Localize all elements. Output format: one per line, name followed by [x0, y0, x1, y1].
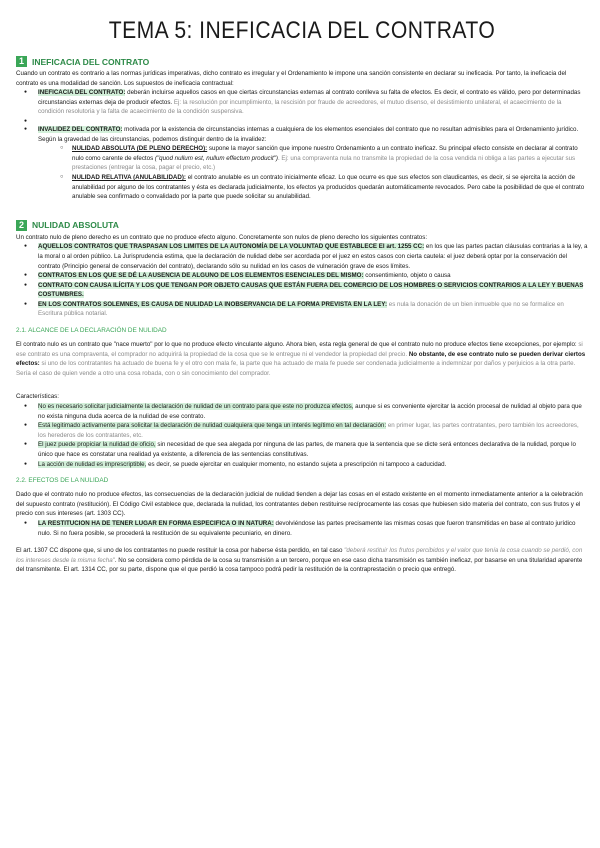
- highlight-text: CONTRATO CON CAUSA ILÍCITA Y LOS QUE TENGAN POR OBJETO CAUSAS QUE ESTÁN FUERA DEL COMERCIO DE LOS HOMBRES O SERVICIOS CONTRARIOS A LA LEY Y BUENAS COSTUMBRES.: [38, 281, 584, 299]
- paragraph: [16, 340, 588, 378]
- list-item: [38, 402, 588, 421]
- highlight-text: AQUELLOS CONTRATOS QUE TRASPASAN LOS LIMITES DE LA AUTONOMÍA DE LA VOLUNTAD QUE ESTABLECE El art. 1255 CC:: [38, 243, 425, 251]
- section-1-intro: Cuando un contrato es contrario a las normas jurídicas imperativas, dicho contrato es irregular y el Ordenamiento le impone una sanción consistente en declarar su ineficacia. Por tanto, la ineficacia del contrato es una modalidad de sanción. Los supuestos de ineficacia contractual:: [16, 70, 567, 87]
- list-item: [38, 460, 588, 470]
- section-number: 2: [16, 220, 27, 231]
- bold-text: No obstante, de ese contrato nulo se pueden derivar ciertos efectos:: [16, 350, 586, 368]
- body-text: El contrato nulo es un contrato que "nace muerto" por lo que no produce efecto vinculante alguno. Ahora bien, esta regla general de que el contrato nulo no produce efectos tiene excepciones, por ejemplo:: [16, 341, 577, 349]
- body-text: devolviéndose las partes precisamente las mismas cosas que fueron transmitidas en base al contrato jurídico nulo. Si no fuera posible, se procederá la restitución de su equivalente pecuniario, en dinero.: [38, 519, 576, 537]
- body-text: . No se considera como pérdida de la cosa su transmisión a un tercero, porque en ese caso dicha transmisión es también ineficaz, por basarse en una titularidad aparente del transmitente. El art. 1314 CC, por su parte, dispone que el que perdió la cosa tampoco podrá pedir la restitución de la contraprestación o precio que entregó.: [16, 556, 583, 574]
- list-item: [38, 88, 588, 117]
- page-title: TEMA 5: INEFICACIA DEL CONTRATO: [108, 17, 496, 44]
- latin-quote: ("quod nullum est, nullum effectum producit"): [154, 154, 278, 162]
- subsection-heading: 2.1. ALCANCE DE LA DECLARACIÓN DE NULIDAD: [16, 327, 167, 335]
- characteristics-list: [16, 402, 588, 469]
- invalidez-sublist: [38, 144, 588, 202]
- body-text: consentimiento, objeto o causa: [363, 272, 451, 280]
- nulidad-list: [16, 242, 588, 319]
- body-text: deberán incluirse aquellos casos en que ciertas circunstancias externas al contrato conlleva su falta de efectos. Es decir, el contrato es válido, pero por determinadas circunstancias externas deja de producir efectos.: [38, 89, 581, 106]
- example-text: Ej: la resolución por incumplimiento, la rescisión por fraude de acreedores, el mutuo disenso, el desistimiento unilateral, el acaecimiento de la condición resolutoria y la falta de acaecimiento de la condición suspensiva.: [38, 98, 562, 116]
- section-title: NULIDAD ABSOLUTA: [32, 220, 119, 231]
- efectos-list: [16, 519, 588, 538]
- list-item: [38, 242, 588, 271]
- list-item: [38, 440, 588, 459]
- section-title: INEFICACIA DEL CONTRATO: [32, 56, 150, 67]
- example-text: es nula la donación de un bien inmueble que no se formalice en Escritura pública notarial.: [38, 300, 564, 318]
- highlight-text: El juez puede propiciar la nulidad de oficio,: [38, 441, 156, 449]
- body-text: supone la mayor sanción que impone nuestro Ordenamiento a un contrato ineficaz. Su principal efecto consiste en declarar al contrato nulo como carente de efectos: [72, 145, 578, 162]
- list-item: [38, 125, 588, 202]
- body-text: el contrato anulable es un contrato inicialmente eficaz. Lo que ocurre es que sus efectos son claudicantes, es decir, si se ejercita la acción de anulabilidad por alguno de los contratantes y ésta es declarada judicialmente, los efectos ya producidos quedarán automáticamente revocados. Pero cabe la posibilidad de que el contrato anulable sea confirmado o convalidado por la parte que puede solicitar su anulabilidad.: [72, 173, 585, 201]
- example-text: . Ej: una compraventa nula no transmite la propiedad de la cosa vendida ni obliga a las partes a ejecutar sus prestaciones (entregar la cosa, pagar el precio, etc.): [72, 154, 576, 172]
- list-item: [38, 300, 588, 319]
- section-number: 1: [16, 56, 27, 67]
- sublist-item: [72, 173, 588, 202]
- body-text: en los que las partes pactan cláusulas contrarias a la ley, a la moral o al orden público. La Jurisprudencia estima, que la declaración de nulidad debe ser acordada por el juez en estos casos con cierta cautela: el juez deberá optar por la conservación del contrato (Principio general de conservación del contrato), declarando sólo su nulidad en los casos de vulneración grave de esos límites.: [38, 243, 588, 270]
- characteristics-label: Características:: [16, 393, 59, 401]
- example-text: si ese contrato es una compraventa, el comprador no adquirirá la propiedad de la cosa que se le entregue ni el vendedor la propiedad del precio.: [16, 341, 583, 358]
- subsection-heading: 2.2. EFECTOS DE LA NULIDAD: [16, 477, 109, 485]
- list-item: [38, 421, 588, 440]
- highlight-text: EN LOS CONTRATOS SOLEMNES, ES CAUSA DE NULIDAD LA INOBSERVANCIA DE LA FORMA PREVISTA EN LA LEY:: [38, 300, 388, 308]
- term-label: INEFICACIA DEL CONTRATO:: [38, 89, 126, 97]
- body-text: sin necesidad de que sea alegada por ninguna de las partes, de manera que la sentencia que se dicte será entonces declarativa de la nulidad, porque lo único que hace es constatar una realidad ya existente, a diferencia de las sentencias constitutivas.: [38, 441, 576, 458]
- list-item: [38, 519, 588, 538]
- highlight-text: Está legitimado activamente para solicitar la declaración de nulidad cualquiera que tenga un interés legítimo en tal declaración:: [38, 422, 387, 430]
- paragraph: Dado que el contrato nulo no produce efectos, las consecuencias de la declaración judicial de nulidad tienden a dejar las cosas en el estado existente en el momento inmediatamente anterior a la celebración del supuesto contrato (restitución). El Código Civil establece que, declarada la nulidad, los contratantes deben restituirse recíprocamente las cosas que hubiesen sido materia del contrato, con sus frutos y el precio con sus intereses (art. 1303 CC).: [16, 491, 583, 518]
- highlight-text: LA RESTITUCION HA DE TENER LUGAR EN FORMA ESPECIFICA O IN NATURA:: [38, 519, 274, 527]
- term-label: NULIDAD RELATIVA (ANULABILIDAD):: [72, 173, 186, 181]
- sublist-item: [72, 144, 588, 173]
- body-text: aunque si es conveniente ejercitar la acción procesal de nulidad al objeto para que no exista ninguna duda acerca de la nulidad de ese contrato.: [38, 403, 582, 420]
- quote-text: "deberá restituir los frutos percibidos y el valor que tenía la cosa cuando se perdió, con los intereses desde la misma fecha": [16, 547, 583, 564]
- list-item: [38, 271, 588, 281]
- paragraph: [16, 546, 588, 575]
- list-item: [38, 281, 588, 300]
- example-text: en primer lugar, las partes contratantes, pero también los acreedores, los herederos de los contratantes, etc.: [38, 422, 579, 439]
- body-text: es decir, se puede ejercitar en cualquier momento, no estando sujeta a prescripción ni tampoco a caducidad.: [146, 460, 447, 468]
- highlight-text: CONTRATOS EN LOS QUE SE DÉ LA AUSENCIA DE ALGUNO DE LOS ELEMENTOS ESENCIALES DEL MISMO:: [38, 272, 364, 280]
- highlight-text: No es necesario solicitar judicialmente la declaración de nulidad de un contrato para que este no produzca efectos,: [38, 403, 354, 411]
- highlight-text: La acción de nulidad es imprescriptible,: [38, 460, 147, 468]
- body-text: motivada por la existencia de circunstancias internas a cualquiera de los elementos esenciales del contrato que no resultan admisibles para el Ordenamiento jurídico. Según la gravedad de las circunstancias, podemos distinguir dentro de la invalidez:: [38, 125, 579, 143]
- example-text: si uno de los contratantes ha actuado de buena fe y el otro con mala fe, la parte que ha actuado de mala fe puede ser condenada judicialmente a indemnizar por daños y perjuicios a la otra parte. Sería el caso de quien vende a otro una cosa robada, con o sin conocimiento del comprador.: [16, 360, 576, 377]
- term-label: INVALIDEZ DEL CONTRATO:: [38, 125, 123, 133]
- ineficacia-list: [16, 88, 588, 202]
- body-text: El art. 1307 CC dispone que, si uno de los contratantes no puede restituir la cosa por haberse ésta perdido, en tal caso: [16, 547, 345, 555]
- section-2-heading: [16, 220, 588, 231]
- section-2-intro: Un contrato nulo de pleno derecho es un contrato que no produce efecto alguno. Concretamente son nulos de pleno derecho los siguientes contratos:: [16, 233, 428, 241]
- section-1-heading: [16, 56, 588, 67]
- term-label: NULIDAD ABSOLUTA (DE PLENO DERECHO):: [72, 145, 208, 153]
